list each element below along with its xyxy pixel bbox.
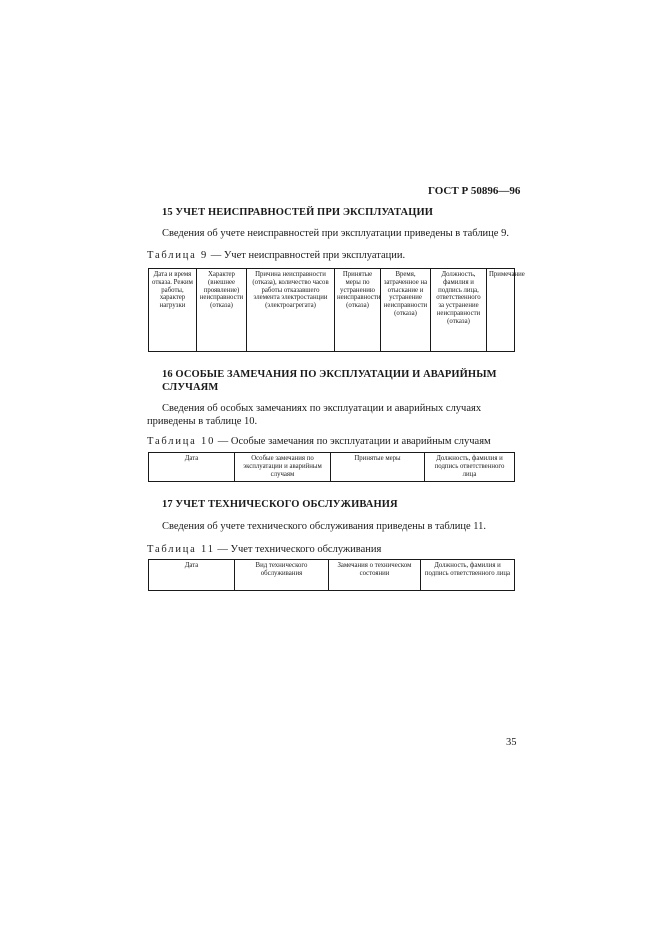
- table-9-caption: [147, 250, 405, 261]
- table-10-label: Таблица 10: [147, 436, 216, 447]
- table-11-header-cell: Вид технического обслуживания: [235, 560, 329, 591]
- section-15-title: 15 УЧЕТ НЕИСПРАВНОСТЕЙ ПРИ ЭКСПЛУАТАЦИИ: [162, 207, 434, 218]
- page-number: 35: [506, 737, 517, 748]
- table-10-header-row: [149, 453, 515, 482]
- table-11-caption: [147, 544, 381, 555]
- table-9-header-row: [149, 269, 515, 352]
- table-9-title: — Учет неисправностей при эксплуатации.: [208, 250, 406, 261]
- table-10-header-cell: Принятые меры: [331, 453, 425, 482]
- table-9-header-cell: Принятые меры по устранению неисправности (отказа): [335, 269, 381, 352]
- document-code: ГОСТ Р 50896—96: [428, 185, 521, 197]
- table-9-header-cell: Характер (внешнее проявление) неисправности (отказа): [197, 269, 247, 352]
- table-9: [148, 268, 525, 352]
- section-16-title: [162, 368, 497, 394]
- table-11-header-cell: Дата: [149, 560, 235, 591]
- table-11-label: Таблица 11: [147, 544, 215, 555]
- table-9-header-cell: Причина неисправности (отказа), количество часов работы отказавшего элемента электростанции (электроагрегата): [247, 269, 335, 352]
- table-10-header-cell: Особые замечания по эксплуатации и аварийным случаям: [235, 453, 331, 482]
- table-10-header-cell: Должность, фамилия и подпись ответственного лица: [425, 453, 515, 482]
- table-10-title: — Особые замечания по эксплуатации и аварийным случаям: [215, 436, 491, 447]
- section-16-title-line1: 16 ОСОБЫЕ ЗАМЕЧАНИЯ ПО ЭКСПЛУАТАЦИИ И АВАРИЙНЫМ: [162, 369, 497, 380]
- table-11-header-row: [149, 560, 515, 591]
- table-11-header-cell: Должность, фамилия и подпись ответственного лица: [421, 560, 515, 591]
- table-9-header-cell: Примечание: [487, 269, 515, 352]
- table-9-label: Таблица 9: [147, 250, 209, 261]
- table-10-caption: [147, 436, 491, 447]
- table-11: [148, 559, 515, 591]
- section-16-text: Сведения об особых замечаниях по эксплуатации и аварийных случаях приведены в таблице 10.: [147, 403, 482, 427]
- table-10-header-cell: Дата: [149, 453, 235, 482]
- section-15-text: Сведения об учете неисправностей при эксплуатации приведены в таблице 9.: [162, 228, 509, 239]
- table-11-header-cell: Замечания о техническом состоянии: [329, 560, 421, 591]
- table-11-title: — Учет технического обслуживания: [214, 544, 382, 555]
- table-9-header-cell: Время, затраченное на отыскание и устранение неисправности (отказа): [381, 269, 431, 352]
- section-17-title: 17 УЧЕТ ТЕХНИЧЕСКОГО ОБСЛУЖИВАНИЯ: [162, 499, 398, 510]
- table-9-header-cell: Дата и время отказа. Режим работы, характер нагрузки: [149, 269, 197, 352]
- table-10: [148, 452, 515, 482]
- table-9-header-cell: Должность, фамилия и подпись лица, ответственного за устранение неисправности (отказа): [431, 269, 487, 352]
- section-16-title-line2: СЛУЧАЯМ: [162, 382, 219, 393]
- section-17-text: Сведения об учете технического обслуживания приведены в таблице 11.: [162, 521, 486, 532]
